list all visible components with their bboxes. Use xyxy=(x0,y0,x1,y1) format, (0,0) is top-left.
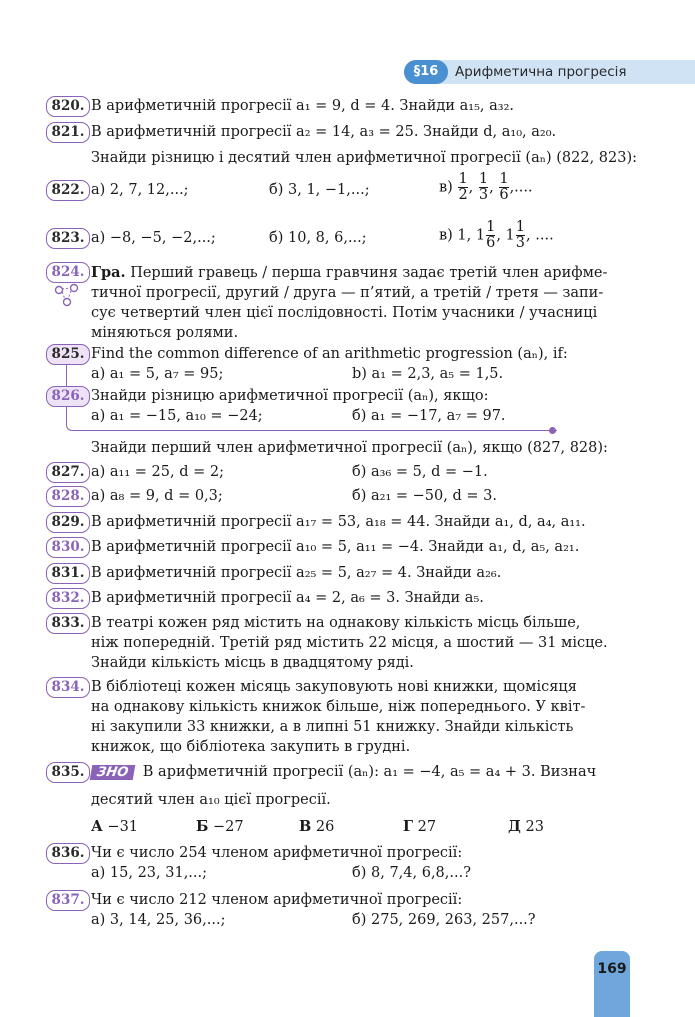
problem-text: Знайди різницю арифметичної прогресії (aₙ), якщо: xyxy=(91,388,489,404)
problem-text: В театрі кожен ряд містить на однакову кількість місць більше, xyxy=(91,615,581,631)
part-a: а) a₁ = −15, a₁₀ = −24; xyxy=(91,408,263,424)
problem-text: Чи є число 212 членом арифметичної прогресії: xyxy=(91,892,463,908)
problem-text: В арифметичній прогресії a₁₇ = 53, a₁₈ = 44. Знайди a₁, d, a₄, a₁₁. xyxy=(91,514,586,530)
fraction: $\frac{1}{6}$ xyxy=(499,171,509,203)
problem-text: Find the common difference of an arithmetic progression (aₙ), if: xyxy=(91,346,568,362)
problem-number: 830. xyxy=(46,537,90,558)
problem-title: Гра. xyxy=(91,264,126,281)
problem-text: міняються ролями. xyxy=(91,325,239,341)
answer-option: Г 27 xyxy=(403,818,437,835)
problem-number: 833. xyxy=(46,613,90,634)
problem-number: 828. xyxy=(46,486,90,507)
group-intro: Знайди різницю і десятий член арифметичної прогресії (aₙ) (822, 823): xyxy=(91,150,638,166)
problem-text: Знайди кількість місць в двадцятому ряді. xyxy=(91,655,414,671)
part-a: а) 15, 23, 31,...; xyxy=(91,865,208,881)
answer-option: Б −27 xyxy=(196,818,244,835)
part-c-label: в) xyxy=(439,179,453,196)
part-a: а) a₈ = 9, d = 0,3; xyxy=(91,488,223,504)
bracket-dot xyxy=(549,427,556,434)
problem-text: на однакову кількість книжок більше, ніж попереднього. У квіт- xyxy=(91,699,586,715)
problem-number: 822. xyxy=(46,180,90,201)
part-b: б) 8, 7,4, 6,8,...? xyxy=(352,865,471,881)
problem-text: книжок, що бібліотека закупить в грудні. xyxy=(91,739,411,755)
problem-number: 835. xyxy=(46,762,90,783)
problem-text: ЗНО В арифметичній прогресії (aₙ): a₁ = −4, a₅ = a₄ + 3. Визнач xyxy=(91,764,596,780)
problem-number: 832. xyxy=(46,588,90,609)
problem-text: В бібліотеці кожен місяць закуповують нові книжки, щомісяця xyxy=(91,679,577,695)
problem-number: 820. xyxy=(46,96,90,117)
problem-text: В арифметичній прогресії a₂₅ = 5, a₂₇ = 4. Знайди a₂₆. xyxy=(91,565,502,581)
fraction: $\frac{1}{2}$ xyxy=(458,171,468,203)
fraction: $\frac{1}{3}$ xyxy=(515,219,526,251)
problem-text: Гра. Перший гравець / перша гравчиня задає третій член арифме- xyxy=(91,264,608,281)
part-c: в) 1, 1 $\frac{1}{6}$ , 1 $\frac{1}{3}$ , .... xyxy=(439,219,554,251)
page-number: 169 xyxy=(594,951,630,1017)
problem-number: 821. xyxy=(46,122,90,143)
problem-text: В арифметичній прогресії a₁₀ = 5, a₁₁ = −4. Знайди a₁, d, a₅, a₂₁. xyxy=(91,539,580,555)
part-a: а) a₁ = 5, a₇ = 95; xyxy=(91,366,224,382)
part-a: а) 3, 14, 25, 36,...; xyxy=(91,912,226,928)
problem-text: ніж попередній. Третій ряд містить 22 місця, а шостий — 31 місце. xyxy=(91,635,608,651)
problem-text: десятий член a₁₀ цієї прогресії. xyxy=(91,792,331,808)
part-b: б) a₃₆ = 5, d = −1. xyxy=(352,464,488,480)
game-icon xyxy=(52,282,82,310)
part-a: а) 2, 7, 12,...; xyxy=(91,182,189,198)
part-b: б) 275, 269, 263, 257,...? xyxy=(352,912,536,928)
part-b: б) a₂₁ = −50, d = 3. xyxy=(352,488,497,504)
problem-number: 826. xyxy=(46,386,90,407)
part-a: а) −8, −5, −2,...; xyxy=(91,230,216,246)
problem-text: Чи є число 254 членом арифметичної прогресії: xyxy=(91,845,463,861)
part-c: в) $\frac{1}{2}$ , $\frac{1}{3}$ , $\frac{1}{6}$ ,.... xyxy=(439,171,533,203)
answer-option: Д 23 xyxy=(508,818,544,835)
part-b: б) 3, 1, −1,...; xyxy=(269,182,370,198)
problem-text: В арифметичній прогресії a₄ = 2, a₆ = 3. Знайди a₅. xyxy=(91,590,484,606)
problem-number: 837. xyxy=(46,890,90,911)
section-title: Арифметична прогресія xyxy=(455,64,627,80)
problem-number: 824. xyxy=(46,262,90,283)
problem-text: В арифметичній прогресії a₁ = 9, d = 4. Знайди a₁₅, a₃₂. xyxy=(91,98,514,114)
problem-number: 829. xyxy=(46,512,90,533)
group-intro: Знайди перший член арифметичної прогресії (aₙ), якщо (827, 828): xyxy=(91,440,608,456)
problem-number: 825. xyxy=(46,344,90,365)
zno-badge: ЗНО xyxy=(90,765,136,780)
problem-text: ні закупили 33 книжки, а в липні 51 книжку. Знайди кількість xyxy=(91,719,574,735)
problem-number: 827. xyxy=(46,462,90,483)
fraction: $\frac{1}{3}$ xyxy=(478,171,489,203)
problem-text: тичної прогресії, другий / друга — п’ятий, а третій / третя — запи- xyxy=(91,285,604,301)
part-b: б) a₁ = −17, a₇ = 97. xyxy=(352,408,506,424)
answer-option: А −31 xyxy=(91,818,139,835)
problem-number: 836. xyxy=(46,843,90,864)
problem-number: 831. xyxy=(46,563,90,584)
problem-text: сує четвертий член цієї послідовності. Потім учасники / учасниці xyxy=(91,305,598,321)
part-a: а) a₁₁ = 25, d = 2; xyxy=(91,464,224,480)
problem-number: 823. xyxy=(46,228,90,249)
fraction: $\frac{1}{6}$ xyxy=(486,219,496,251)
part-b: b) a₁ = 2,3, a₅ = 1,5. xyxy=(352,366,504,382)
problem-number: 834. xyxy=(46,677,90,698)
problem-text: В арифметичній прогресії a₂ = 14, a₃ = 25. Знайди d, a₁₀, a₂₀. xyxy=(91,124,557,140)
part-b: б) 10, 8, 6,...; xyxy=(269,230,367,246)
answer-option: В 26 xyxy=(299,818,335,835)
section-number: §16 xyxy=(404,60,448,84)
